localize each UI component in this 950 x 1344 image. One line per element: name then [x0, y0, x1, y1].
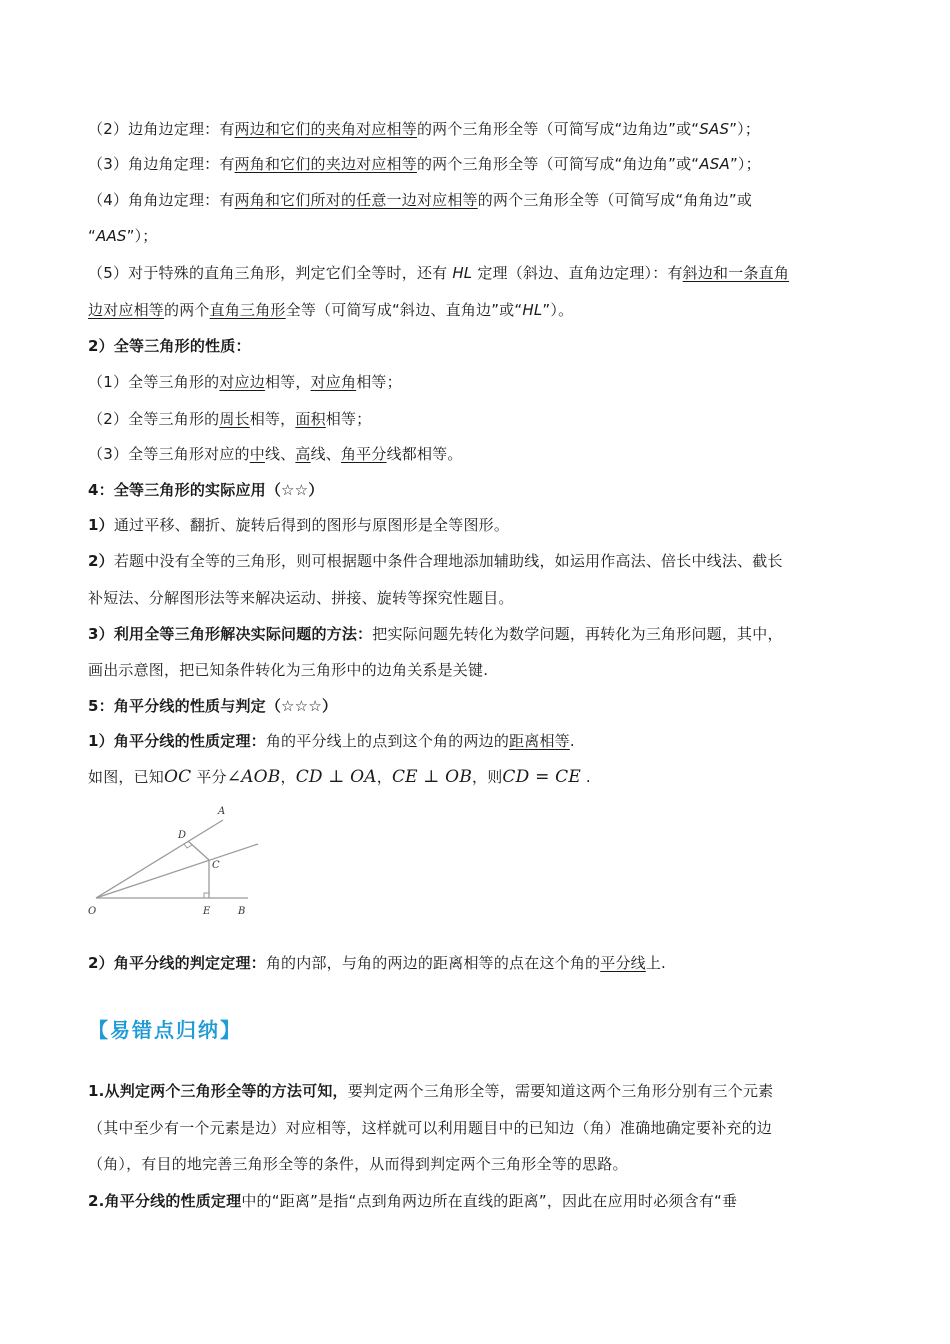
ray-oc — [96, 844, 258, 898]
aas-theorem-line: （4）角角边定理：有两角和它们所对的任意一边对应相等的两个三角形全等（可简写成“角角边”或 — [88, 191, 753, 209]
property-1: （1）全等三角形的对应边相等，对应角相等； — [88, 373, 402, 391]
properties-heading: 2）全等三角形的性质： — [88, 337, 251, 355]
right-angle-mark-e — [204, 893, 209, 898]
error-point-2: 2.角平分线的性质定理中的“距离”是指“点到角两边所在直线的距离”，因此在应用时必须含有“垂 — [88, 1192, 738, 1210]
segment-cd — [188, 841, 209, 860]
error-point-1: 1.从判定两个三角形全等的方法可知，要判定两个三角形全等，需要知道这两个三角形分别有三个元素 — [88, 1082, 774, 1100]
label-e: E — [203, 906, 211, 917]
hl-theorem-line: （5）对于特殊的直角三角形，判定它们全等时，还有 HL 定理（斜边、直角边定理）：有斜边和一条直角 — [88, 264, 790, 282]
label-d: D — [178, 830, 187, 841]
application-3: 3）利用全等三角形解决实际问题的方法：把实际问题先转化为数学问题，再转化为三角形问题，其中， — [88, 625, 783, 643]
error-point-1-cont: （其中至少有一个元素是边）对应相等，这样就可以利用题目中的已知边（角）准确地确定要补充的边 — [88, 1119, 773, 1137]
bisector-heading: 5：角平分线的性质与判定（☆☆☆） — [88, 697, 338, 715]
label-c: C — [212, 860, 220, 871]
angle-bisector-figure — [88, 802, 288, 922]
bisector-example: 如图，已知OC 平分∠AOB，CD ⊥ OA，CE ⊥ OB，则CD = CE . — [88, 767, 591, 787]
right-angle-mark-d — [184, 844, 192, 848]
applications-heading: 4：全等三角形的实际应用（☆☆） — [88, 481, 324, 499]
bisector-property: 1）角平分线的性质定理：角的平分线上的点到这个角的两边的距离相等. — [88, 732, 575, 750]
application-2-cont: 补短法、分解图形法等来解决运动、拼接、旋转等探究性题目。 — [88, 589, 514, 607]
label-a: A — [218, 806, 226, 817]
ray-oa — [96, 820, 223, 898]
bisector-converse: 2）角平分线的判定定理：角的内部，与角的两边的距离相等的点在这个角的平分线上. — [88, 954, 667, 972]
property-3: （3）全等三角形对应的中线、高线、角平分线都相等。 — [88, 445, 463, 463]
label-o: O — [88, 906, 97, 917]
error-point-1-cont2: （角），有目的地完善三角形全等的条件，从而得到判定两个三角形全等的思路。 — [88, 1155, 628, 1173]
asa-theorem-line: （3）角边角定理：有两角和它们的夹边对应相等的两个三角形全等（可简写成“角边角”或“ASA”）； — [88, 155, 761, 173]
application-1: 1）通过平移、翻折、旋转后得到的图形与原图形是全等图形。 — [88, 516, 510, 534]
property-2: （2）全等三角形的周长相等，面积相等； — [88, 410, 372, 428]
aas-theorem-line-cont: “AAS”）； — [88, 227, 158, 245]
application-3-cont: 画出示意图，把已知条件转化为三角形中的边角关系是关键. — [88, 661, 489, 679]
application-2: 2）若题中没有全等的三角形，则可根据题中条件合理地添加辅助线，如运用作高法、倍长中线法、截长 — [88, 552, 783, 570]
hl-theorem-line-cont: 边对应相等的两个直角三角形全等（可简写成“斜边、直角边”或“HL”）。 — [88, 301, 574, 319]
sas-theorem-line: （2）边角边定理：有两边和它们的夹角对应相等的两个三角形全等（可简写成“边角边”或“SAS”）； — [88, 120, 761, 138]
label-b: B — [238, 906, 246, 917]
error-points-title: 【易错点归纳】 — [88, 1018, 242, 1042]
